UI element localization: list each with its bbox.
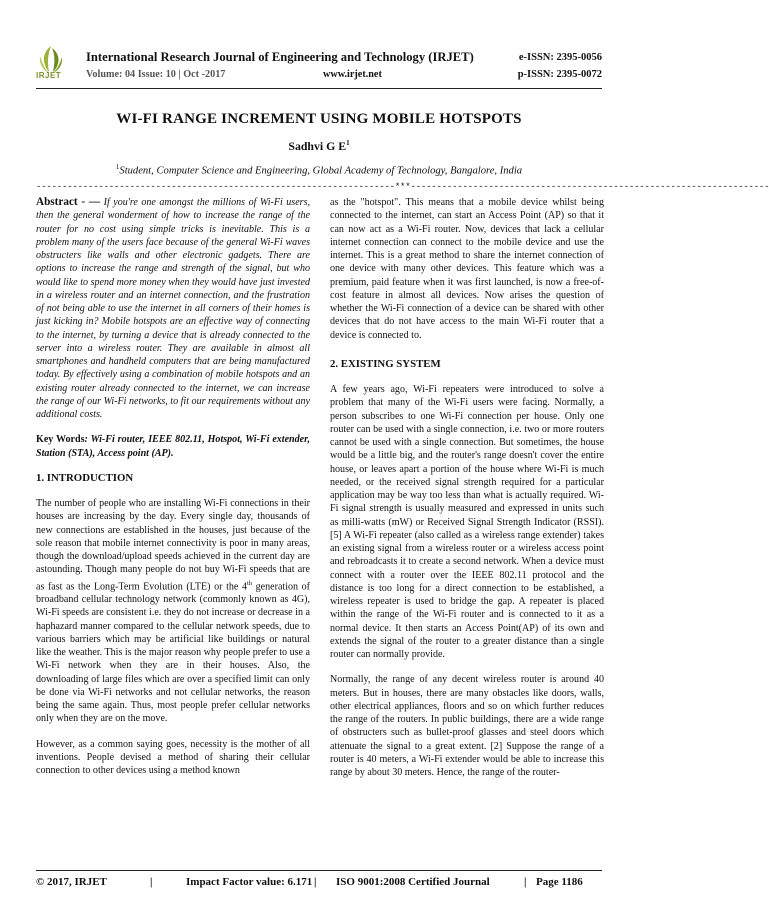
affiliation-text: Student, Computer Science and Engineering, Global Academy of Technology, Bangalore, India: [119, 165, 523, 177]
journal-header: [36, 40, 602, 86]
introduction-heading: 1. INTRODUCTION: [36, 471, 134, 484]
abstract-label: Abstract - —: [36, 196, 101, 208]
paper-title: WI-FI RANGE INCREMENT USING MOBILE HOTSPOTS: [116, 111, 522, 127]
affiliation: [0, 163, 638, 177]
left-column: [36, 196, 310, 789]
intro-text-b: generation of broadband cellular technology network (commonly known as 4G), Wi-Fi speeds are consistent i.e. they do not increase or decrease in a haphazard manner compared to the cellular network speeds, due to various barriers which may be artificial like buildings or natural like the weather. This is the major reason why people prefer to use a Wi-Fi network when they are in their houses. Also, the downloading of large files which are over a specified limit can only be done via Wi-Fi networks and not cellular networks, the reason being the same again. Thus, most people prefer cellular networks only when they are on the move.: [36, 580, 310, 725]
header-divider: [36, 88, 602, 89]
introduction-paragraph-2: However, as a common saying goes, necessity is the mother of all inventions. People devised a method of sharing their cellular connection to other devices using a method known: [36, 738, 310, 777]
introduction-paragraph-3: as the "hotspot". This means that a mobile device whilst being connected to the internet, can start an Access Point (AP) so that it can now act as a Wi-Fi router. Now, devices that lack a cellular internet connection can connect to the mobile device and use the internet. This is a great method to share the internet connection of one device with many other devices. This feature which was a premium, paid feature when it was first launched, is now a free-of-cost feature in almost all devices. Now arises the question of whether the Wi-Fi connection of a device can be shared with other devices that do not have access to the main Wi-Fi router that a device is connected to.: [330, 197, 604, 341]
journal-website[interactable]: www.irjet.net: [323, 69, 382, 80]
footer-divider: [36, 870, 602, 871]
footer-page-number: Page 1186: [536, 876, 583, 888]
e-issn: e-ISSN: 2395-0056: [518, 52, 602, 63]
p-issn: p-ISSN: 2395-0072: [517, 69, 602, 80]
existing-system-paragraph-1: A few years ago, Wi-Fi repeaters were introduced to solve a problem that many of the Wi-Fi users were facing. Normally, a person subscribes to one Wi-Fi connection per house. Only one router can be used with a single connection, i.e. two or more routers cannot be used with a single connection. But sometimes, the house would be a little big, and the router's range doesn't cover the entire house, or leaves apart a portion of the house where Wi-Fi is much needed, or the received signal strength required for a particular application may be way too less than what is actually required. Wi-Fi signal strength is usually measured and expressed in units such as milli-watts (mW) or Received Signal Strength Indicator (RSSI).[5] A Wi-Fi repeater (also called as a wireless range extender) takes an existing signal from a wireless router or a wireless access point and rebroadcasts it to create a second network. When a device must connect with a router over the IEEE 802.11 protocol and the distance is too long for a direct connection to be established, a wireless repeater is used to bridge the gap. A repeater is placed within the range of the Wi-Fi router and is connected to it as a normal device. It then starts an Access Point(AP) of its own and extends the signal of the router to a greater distance than a single router can normally provide.: [330, 384, 604, 660]
intro-text-a: The number of people who are installing Wi-Fi connections in their houses are increasing by the day. Every single day, thousands of new connections are established in the houses, just because of the sole reason that mobile internet connectivity is poor in many areas, though the download/upload speeds achieved in the current day are astounding. Though many people do not buy Wi-Fi speeds that are as fast as the Long-Term Evolution (LTE) or the 4: [36, 498, 310, 592]
existing-system-heading: 2. EXISTING SYSTEM: [330, 357, 441, 370]
existing-system-paragraph-2: Normally, the range of any decent wireless router is around 40 meters. But in houses, there are many obstacles like doors, walls, other electrical appliances, floors and so on which further reduces the range of the routers. In public buildings, there are a wide range of obstructers such as bullet-proof glasses and steel doors which attenuate the signal to a great extent. [2] Suppose the range of a router is 40 meters, a Wi-Fi extender would be able to increase this range by about 30 meters. Hence, the range of the router-: [330, 674, 604, 778]
paper-author: [0, 139, 638, 154]
logo-text: IRJET: [36, 71, 62, 80]
intro-superscript: th: [246, 579, 253, 587]
right-column: [330, 196, 604, 791]
keywords-label: Key Words: [36, 434, 85, 446]
section-separator: ---------------------------------------------------------------------***---------------------------------------------------------------------: [36, 182, 769, 192]
abstract: [36, 196, 310, 421]
author-superscript: 1: [346, 139, 350, 148]
journal-title: International Research Journal of Engineering and Technology (IRJET): [86, 50, 474, 64]
keywords: [36, 433, 310, 460]
footer-separator: |: [524, 876, 527, 888]
footer-separator: |: [150, 876, 153, 888]
footer-separator: |: [314, 876, 317, 888]
footer-impact-factor: Impact Factor value: 6.171: [186, 876, 313, 888]
keywords-text: : Wi-Fi router, IEEE 802.11, Hotspot, Wi-Fi extender, Station (STA), Access point (AP).: [36, 434, 310, 459]
volume-issue: Volume: 04 Issue: 10 | Oct -2017: [86, 69, 226, 80]
affiliation-superscript: 1: [115, 163, 120, 171]
abstract-text: If you're one amongst the millions of Wi-Fi users, then the general wonderment of how to increase the range of the router for no cost using simple tricks is inevitable. This is a problem many of the users face because of the general Wi-Fi waves obstructers like walls and other electronic gadgets. There are options to increase the range and strength of the signal, but who would like to spend more money when they would have just invested in a wireless router and an internet connection, and the frustration of not being able to use the internet in all corners of their homes is just kicking in? Mobile hotspots are an effective way of connecting to the internet, by turning a device that is already connected to the server into a wireless router. They are available in almost all smartphones and handheld computers that are being manufactured today. By effectively using a combination of mobile hotspots and an existing router already connected to the internet, we can increase the range of our Wi-Fi networks, to fit our requirements without any additional costs.: [36, 197, 310, 420]
footer-iso: ISO 9001:2008 Certified Journal: [336, 876, 490, 888]
footer-copyright: © 2017, IRJET: [36, 876, 107, 888]
author-name: Sadhvi G E: [288, 139, 347, 153]
introduction-paragraph-1: [36, 497, 310, 726]
